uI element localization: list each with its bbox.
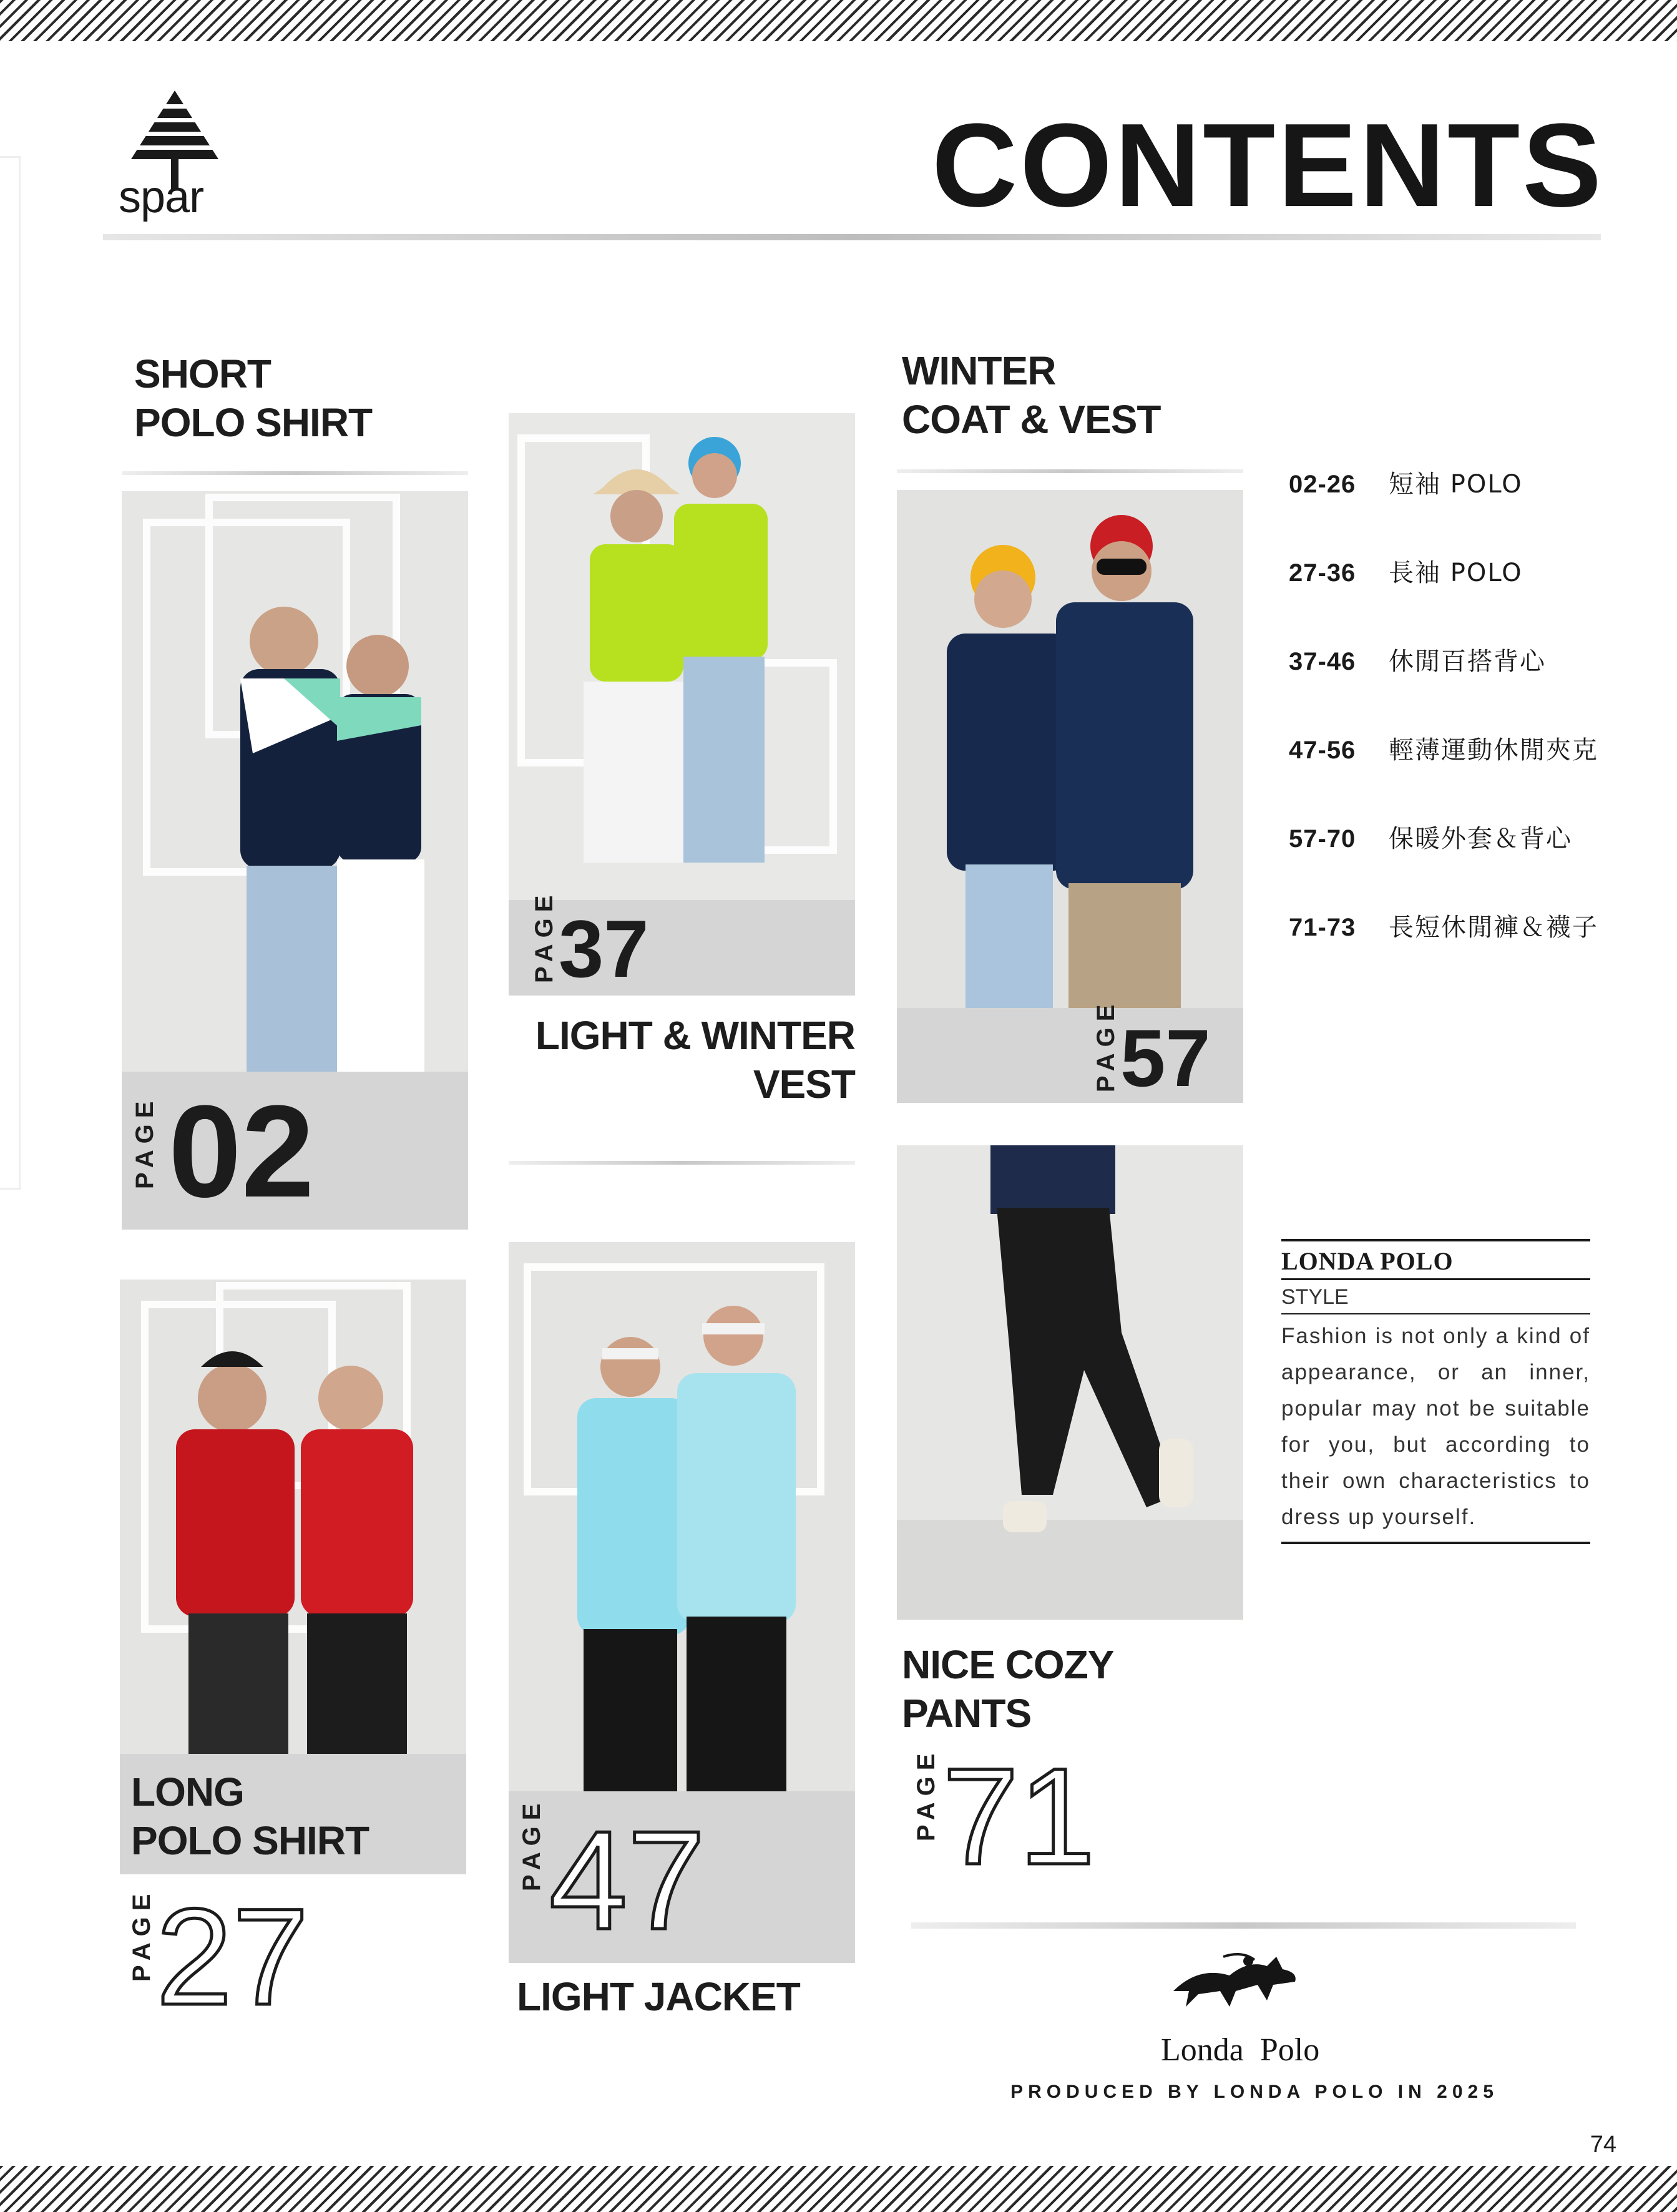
winter-page-label: PAGE: [1092, 998, 1120, 1092]
toc-label: 休閒百搭背心: [1389, 647, 1546, 676]
vest-page-label: PAGE: [530, 889, 558, 983]
vest-rule: [509, 1161, 855, 1165]
toc-range: 02-26: [1289, 471, 1356, 498]
winter-photo: [897, 490, 1243, 1008]
toc-item: [1289, 913, 1638, 1001]
londa-polo-wordmark: Londa Polo: [1161, 2032, 1320, 2068]
short-polo-rule: [122, 471, 468, 475]
section-title-pants: NICE COZY PANTS: [902, 1642, 1114, 1736]
long-polo-page-label: PAGE: [128, 1887, 155, 1982]
toc-list: [1289, 469, 1638, 1001]
toc-label: 長袖 POLO: [1389, 559, 1523, 587]
title-underline: [103, 234, 1601, 240]
toc-range: 71-73: [1289, 914, 1356, 941]
londa-polo-logo: [1161, 1947, 1320, 2078]
pants-page-label: PAGE: [912, 1747, 940, 1841]
toc-item: [1289, 558, 1638, 647]
style-box-label: STYLE: [1281, 1280, 1590, 1314]
footer-rule: [911, 1922, 1576, 1929]
jacket-page-label: PAGE: [518, 1797, 545, 1891]
toc-range: 57-70: [1289, 825, 1356, 853]
toc-item: [1289, 647, 1638, 735]
page-title: CONTENTS: [932, 99, 1604, 232]
bottom-stripe-border: [0, 2166, 1677, 2212]
winter-rule: [897, 469, 1243, 473]
jacket-page-number: 47: [549, 1801, 706, 1959]
style-box-brand: LONDA POLO: [1281, 1241, 1590, 1280]
toc-label: 長短休閒褲＆襪子: [1389, 913, 1598, 942]
page-number: 74: [1590, 2131, 1616, 2158]
top-stripe-border: [0, 0, 1677, 41]
toc-label: 輕薄運動休閒夾克: [1389, 736, 1598, 765]
toc-label: 短袖 POLO: [1389, 470, 1523, 499]
section-title-jacket: LIGHT JACKET: [517, 1974, 800, 2019]
pants-page-number: 71: [942, 1740, 1095, 1893]
vest-page-number: 37: [559, 903, 649, 994]
short-polo-photo: [122, 491, 468, 1072]
toc-item: [1289, 824, 1638, 913]
jacket-photo: [509, 1242, 855, 1791]
short-polo-page-label: PAGE: [131, 1095, 159, 1189]
polo-horse-icon: [1161, 1947, 1311, 2010]
section-title-winter: WINTER COAT & VEST: [902, 348, 1161, 442]
toc-label: 保暖外套＆背心: [1389, 825, 1572, 853]
toc-range: 27-36: [1289, 559, 1356, 587]
toc-range: 37-46: [1289, 648, 1356, 675]
spar-logo: [119, 91, 231, 222]
vest-photo: [509, 413, 855, 900]
toc-range: 47-56: [1289, 737, 1356, 764]
brand-wordmark: spar: [119, 172, 204, 222]
left-edge-mark: [0, 156, 21, 1190]
style-box: [1281, 1239, 1590, 1544]
section-title-long-polo: LONG POLO SHIRT: [131, 1769, 369, 1863]
section-title-short-polo: SHORT POLO SHIRT: [134, 351, 373, 445]
section-title-vest: LIGHT & WINTER VEST: [535, 1013, 855, 1107]
winter-page-number: 57: [1120, 1012, 1211, 1104]
style-box-body: Fashion is not only a kind of appearance, or an inner, popular may not be suitable for you, but according to their own characteristics to dress up yourself.: [1281, 1314, 1590, 1544]
long-polo-photo: [120, 1280, 466, 1754]
toc-item: [1289, 735, 1638, 824]
short-polo-page-number: 02: [169, 1078, 315, 1225]
pants-photo: [897, 1145, 1243, 1620]
long-polo-page-number: 27: [156, 1880, 309, 2033]
toc-item: [1289, 469, 1638, 558]
produced-by: PRODUCED BY LONDA POLO IN 2025: [1010, 2082, 1499, 2102]
